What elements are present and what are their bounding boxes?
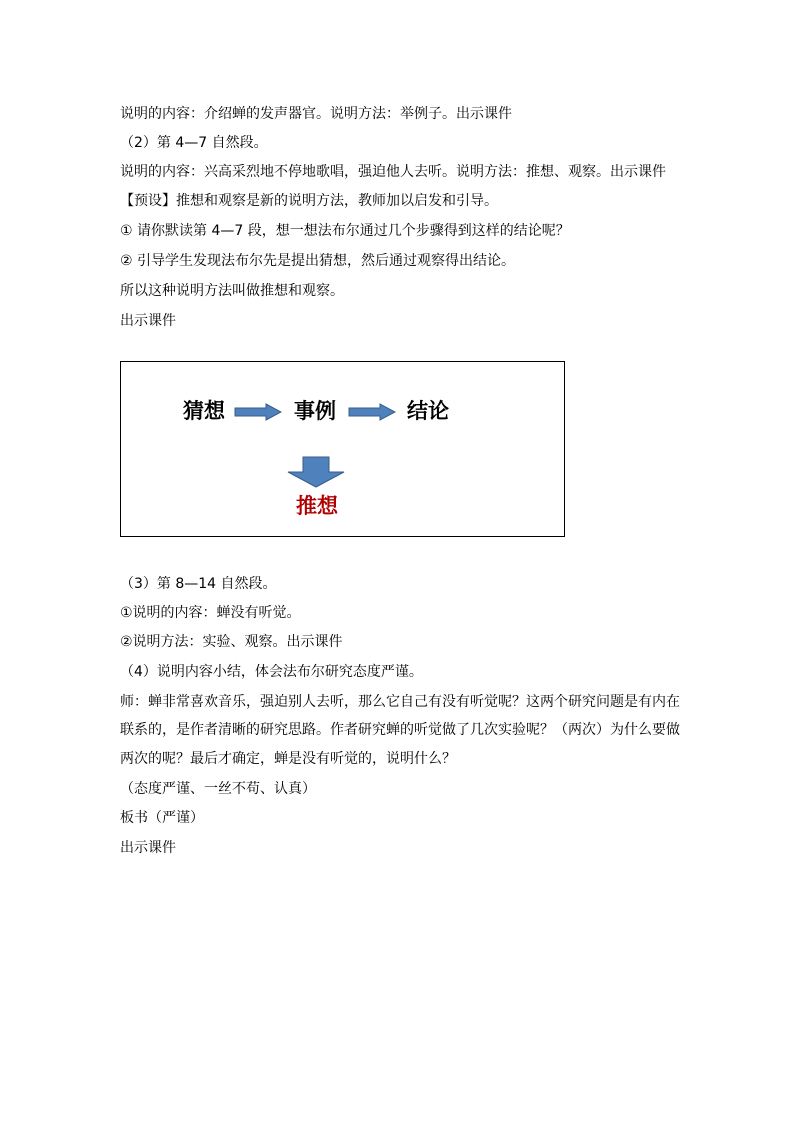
diagram-step-guess: 猜想 bbox=[183, 398, 225, 423]
text-line-17: 板书（严谨） bbox=[120, 810, 204, 826]
text-line-7: 所以这种说明方法叫做推想和观察。 bbox=[120, 283, 344, 299]
text-line-4: 【预设】推想和观察是新的说明方法，教师加以启发和引导。 bbox=[120, 193, 498, 209]
text-line-10: ①说明的内容：蝉没有听觉。 bbox=[120, 605, 301, 621]
diagram-step-conclusion: 结论 bbox=[407, 398, 449, 423]
text-line-5: ① 请你默读第 4—7 段，想一想法布尔通过几个步骤得到这样的结论呢？ bbox=[120, 223, 570, 239]
text-line-18: 出示课件 bbox=[120, 840, 176, 856]
text-line-16: （态度严谨、一丝不苟、认真） bbox=[120, 781, 316, 797]
diagram-step-example: 事例 bbox=[294, 398, 336, 423]
text-line-6: ② 引导学生发现法布尔先是提出猜想，然后通过观察得出结论。 bbox=[120, 253, 515, 269]
text-line-15: 两次的呢？最后才确定，蝉是没有听觉的，说明什么？ bbox=[120, 751, 456, 767]
text-line-14: 联系的，是作者清晰的研究思路。作者研究蝉的听觉做了几次实验呢？（两次）为什么要做 bbox=[120, 722, 680, 738]
down-arrow-icon bbox=[287, 456, 345, 488]
right-arrow-icon bbox=[234, 403, 282, 421]
text-line-11: ②说明方法：实验、观察。出示课件 bbox=[120, 634, 343, 650]
text-line-12: （4）说明内容小结，体会法布尔研究态度严谨。 bbox=[120, 664, 423, 680]
text-line-9: （3）第 8—14 自然段。 bbox=[120, 576, 277, 592]
concept-diagram bbox=[120, 361, 565, 537]
text-line-8: 出示课件 bbox=[120, 313, 176, 329]
text-line-2: （2）第 4—7 自然段。 bbox=[120, 135, 268, 151]
text-line-3: 说明的内容：兴高采烈地不停地歌唱，强迫他人去听。说明方法：推想、观察。出示课件 bbox=[120, 164, 666, 180]
diagram-result: 推想 bbox=[296, 493, 338, 518]
text-line-13: 师：蝉非常喜欢音乐，强迫别人去听，那么它自己有没有听觉呢？这两个研究问题是有内在 bbox=[120, 694, 680, 710]
text-line-1: 说明的内容：介绍蝉的发声器官。说明方法：举例子。出示课件 bbox=[120, 106, 512, 122]
right-arrow-icon bbox=[348, 403, 396, 421]
